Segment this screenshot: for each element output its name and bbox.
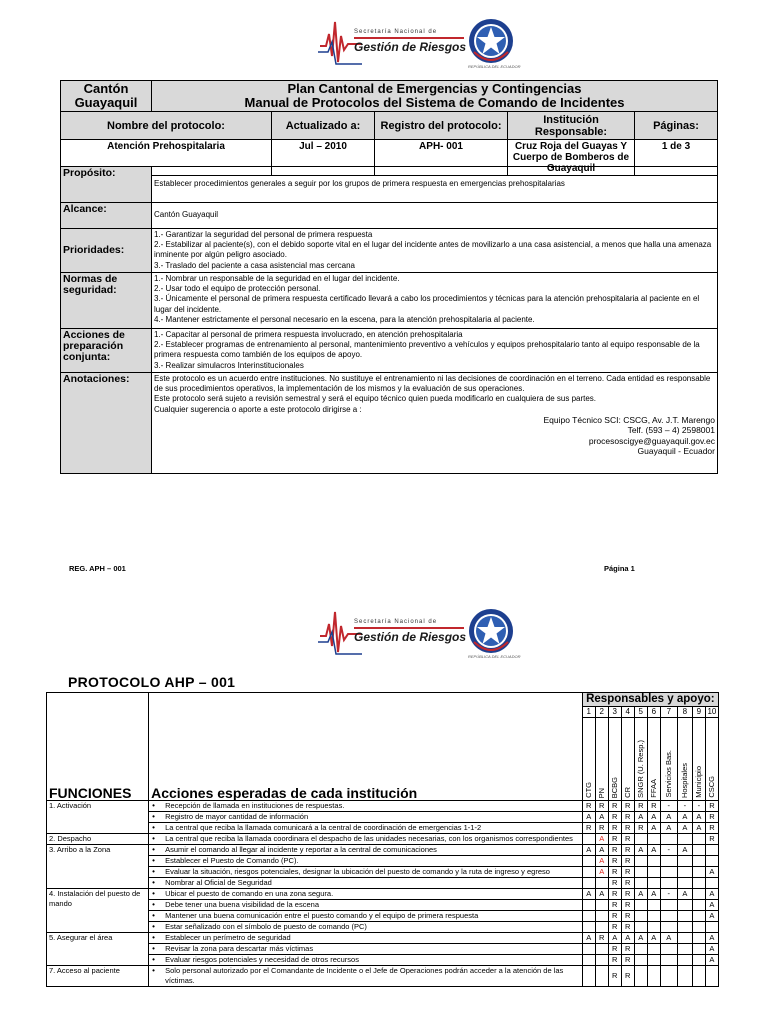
responsibility-cell — [647, 922, 660, 933]
responsibility-cell — [677, 867, 692, 878]
responsibility-cell: A — [677, 812, 692, 823]
function-cell: 4. Instalación del puesto de mando — [47, 889, 149, 933]
responsibility-cell — [660, 878, 677, 889]
section-label-anotaciones: Anotaciones: — [61, 373, 152, 474]
responsibility-cell — [677, 955, 692, 966]
anotacion-line: Este protocolo es un acuerdo entre instituciones. No sustituye el entrenamiento ni las decisiones de coordinación en el terreno. Cada entidad es responsable de sus procedimientos operativos, la implementación de los mismos y la evaluación de sus operaciones. — [154, 374, 711, 394]
responsibility-cell: A — [634, 889, 647, 900]
responsibility-cell — [595, 911, 608, 922]
responsibility-cell — [692, 900, 705, 911]
responsibility-cell: A — [634, 845, 647, 856]
protocol-sections-table — [60, 166, 718, 474]
responsibility-cell — [647, 878, 660, 889]
column-name-cell — [677, 718, 692, 801]
function-cell: 3. Arribo a la Zona — [47, 845, 149, 889]
responsibility-cell — [634, 944, 647, 955]
responsibility-cell — [634, 955, 647, 966]
responsibility-cell: - — [677, 801, 692, 812]
protocol-header-table — [60, 80, 718, 176]
section-body-anotaciones — [152, 373, 718, 474]
column-number: 8 — [677, 707, 692, 718]
value-registro: APH- 001 — [375, 140, 508, 176]
action-cell: • Establecer un perímetro de seguridad — [149, 933, 583, 944]
responsibility-cell: A — [647, 933, 660, 944]
responsibility-cell: A — [705, 900, 718, 911]
col-label-nombre: Nombre del protocolo: — [61, 112, 272, 140]
column-name: SNGR (U. Resp.) — [635, 740, 645, 798]
logo-rule — [354, 627, 464, 629]
norma-line: 3.- Únicamente el personal de primera respuesta certificado llevará a cabo los procedimientos y técnicas para la atención prehospitalaria al paciente en el lugar del incidente. — [154, 294, 700, 314]
responsibility-cell: A — [647, 812, 660, 823]
responsibility-cell: R — [582, 823, 595, 834]
responsibility-cell: R — [608, 834, 621, 845]
column-number: 10 — [705, 707, 718, 718]
plan-title-cell — [152, 81, 718, 112]
plan-title: Plan Cantonal de Emergencias y Contingencias — [287, 81, 582, 96]
header-responsables: Responsables y apoyo: — [582, 693, 718, 707]
responsibility-cell — [660, 856, 677, 867]
ecuador-seal-icon — [468, 608, 514, 654]
responsibility-cell: R — [621, 812, 634, 823]
column-name: CSCG — [706, 776, 716, 798]
table-row — [47, 966, 719, 987]
responsibility-cell — [634, 966, 647, 987]
responsibility-cell — [647, 856, 660, 867]
responsibility-cell: R — [705, 823, 718, 834]
column-number: 4 — [621, 707, 634, 718]
column-number: 7 — [660, 707, 677, 718]
contact-line: Guayaquil - Ecuador — [637, 446, 715, 457]
norma-line: 4.- Mantener estrictamente el personal necesario en la escena, para la atención prehospitalaria al paciente. — [154, 314, 535, 324]
column-name: PN — [596, 787, 606, 798]
responsibility-cell — [595, 966, 608, 987]
matrix-body — [47, 801, 719, 987]
column-name-cell — [660, 718, 677, 801]
value-institucion: Cruz Roja del Guayas Y Cuerpo de Bomberos de Guayaquil — [508, 140, 635, 176]
responsibility-cell — [677, 944, 692, 955]
col-label-paginas: Páginas: — [635, 112, 718, 140]
table-row — [47, 801, 719, 812]
column-number: 1 — [582, 707, 595, 718]
responsibility-cell: R — [621, 889, 634, 900]
responsibility-cell — [595, 900, 608, 911]
responsibility-cell: A — [595, 834, 608, 845]
responsibility-cell — [660, 966, 677, 987]
col-label-registro: Registro del protocolo: — [375, 112, 508, 140]
responsibility-cell — [692, 889, 705, 900]
column-name: CTG — [583, 782, 593, 798]
responsibility-cell — [677, 900, 692, 911]
responsibility-cell — [705, 845, 718, 856]
responsibility-cell — [660, 944, 677, 955]
responsibility-cell: R — [608, 944, 621, 955]
action-cell: • Recepción de llamada en instituciones de respuestas. — [149, 801, 583, 812]
footer-page: Página 1 — [604, 564, 635, 573]
action-cell: • Debe tener una buena visibilidad de la escena — [149, 900, 583, 911]
manual-title: Manual de Protocolos del Sistema de Comando de Incidentes — [244, 95, 625, 110]
responsibility-cell: R — [608, 955, 621, 966]
responsibility-cell: R — [705, 812, 718, 823]
responsibility-cell: R — [608, 966, 621, 987]
responsibility-cell — [692, 966, 705, 987]
responsibility-cell: A — [705, 911, 718, 922]
responsibility-cell — [647, 944, 660, 955]
column-name-cell — [647, 718, 660, 801]
function-cell: 2. Despacho — [47, 834, 149, 845]
responsibility-cell: A — [595, 812, 608, 823]
canton-label: Cantón Guayaquil — [61, 81, 152, 112]
column-name: BCBG — [609, 776, 619, 798]
column-name-cell — [595, 718, 608, 801]
responsibility-cell — [582, 900, 595, 911]
col-label-institucion: Institución Responsable: — [508, 112, 635, 140]
responsibility-cell — [582, 966, 595, 987]
column-number: 6 — [647, 707, 660, 718]
responsibility-cell: A — [647, 823, 660, 834]
section-body-alcance — [152, 203, 718, 229]
responsibility-cell — [582, 944, 595, 955]
responsibility-cell: R — [608, 856, 621, 867]
accion-line: 1.- Capacitar al personal de primera respuesta involucrado, en atención prehospitalaria — [154, 330, 463, 339]
responsibility-cell: R — [621, 823, 634, 834]
responsibility-cell: A — [582, 889, 595, 900]
responsibility-cell — [660, 911, 677, 922]
responsibility-cell: R — [621, 922, 634, 933]
responsibility-cell — [677, 922, 692, 933]
action-cell: • Evaluar riesgos potenciales y necesidad de otros recursos — [149, 955, 583, 966]
responsibility-cell — [634, 922, 647, 933]
column-number: 3 — [608, 707, 621, 718]
responsibility-cell: A — [660, 812, 677, 823]
responsibility-cell — [634, 867, 647, 878]
function-cell: 1. Activación — [47, 801, 149, 834]
accion-line: 3.- Realizar simulacros Interinstitucionales — [154, 360, 304, 370]
action-cell: • Revisar la zona para descartar más víctimas — [149, 944, 583, 955]
responsibility-cell — [595, 878, 608, 889]
logo-small-text: Secretaría Nacional de — [354, 619, 438, 625]
action-cell: • Registro de mayor cantidad de información — [149, 812, 583, 823]
action-cell: • Establecer el Puesto de Comando (PC). — [149, 856, 583, 867]
responsibility-cell — [647, 834, 660, 845]
responsibility-cell: R — [608, 801, 621, 812]
responsibility-cell: R — [634, 823, 647, 834]
column-name-cell — [582, 718, 595, 801]
column-number: 2 — [595, 707, 608, 718]
action-cell: • Solo personal autorizado por el Comandante de Incidente o el Jefe de Operaciones podrán acceder a la atención de las víctimas. — [149, 966, 583, 987]
responsibility-cell — [660, 922, 677, 933]
responsibility-cell: R — [621, 867, 634, 878]
responsibility-cell: A — [705, 889, 718, 900]
responsibility-cell: - — [660, 801, 677, 812]
responsibility-cell — [582, 856, 595, 867]
action-cell: • La central que reciba la llamada comunicará a la central de coordinación de emergencias 1-1-2 — [149, 823, 583, 834]
responsibility-cell: R — [621, 834, 634, 845]
section-label-normas: Normas de seguridad: — [61, 273, 152, 329]
responsibility-cell: R — [621, 966, 634, 987]
responsibility-cell — [705, 966, 718, 987]
responsibility-cell: A — [595, 867, 608, 878]
table-row — [47, 889, 719, 900]
responsibility-cell: A — [595, 889, 608, 900]
responsibility-cell: R — [621, 900, 634, 911]
section-body-normas — [152, 273, 718, 329]
responsibility-cell: A — [634, 933, 647, 944]
responsibility-cell: A — [621, 933, 634, 944]
responsibility-cell: R — [608, 922, 621, 933]
responsibility-cell: A — [647, 845, 660, 856]
responsibility-cell — [582, 878, 595, 889]
responsibility-cell — [647, 955, 660, 966]
column-name: CR — [622, 787, 632, 798]
proposito-text: Establecer procedimientos generales a seguir por los grupos de primera respuesta en emergencias prehospitalarias — [154, 179, 565, 189]
column-number: 5 — [634, 707, 647, 718]
responsibility-cell — [660, 900, 677, 911]
responsibility-cell — [582, 955, 595, 966]
responsibility-cell — [692, 922, 705, 933]
responsibility-cell: A — [692, 812, 705, 823]
responsibility-cell: A — [582, 845, 595, 856]
responsibility-cell — [647, 900, 660, 911]
action-cell: • Mantener una buena comunicación entre el puesto comando y el equipo de primera respuesta — [149, 911, 583, 922]
column-name: Municipio — [693, 766, 703, 798]
action-cell: • Estar señalizado con el símbolo de puesto de comando (PC) — [149, 922, 583, 933]
logo-big-text: Gestión de Riesgos — [354, 40, 467, 54]
table-row — [47, 845, 719, 856]
responsibility-cell — [660, 867, 677, 878]
responsibility-cell: R — [621, 944, 634, 955]
column-name: Servicios Bas. — [663, 750, 673, 798]
responsibility-cell: R — [608, 845, 621, 856]
function-cell: 7. Acceso al paciente — [47, 966, 149, 987]
responsibility-cell: R — [705, 834, 718, 845]
action-cell: • Ubicar el puesto de comando en una zona segura. — [149, 889, 583, 900]
action-cell: • Evaluar la situación, riesgos potenciales, designar la ubicación del puesto de comando y la ruta de ingreso y egreso — [149, 867, 583, 878]
responsibility-cell — [595, 955, 608, 966]
responsibility-cell — [595, 922, 608, 933]
value-nombre: Atención Prehospitalaria — [61, 140, 272, 176]
responsibility-cell: R — [621, 955, 634, 966]
responsibility-cell — [705, 878, 718, 889]
section-body-prioridades — [152, 229, 718, 273]
responsibility-cell: R — [608, 878, 621, 889]
responsibility-cell: R — [608, 823, 621, 834]
responsibility-cell: R — [705, 801, 718, 812]
responsibility-cell — [582, 911, 595, 922]
column-name-cell — [608, 718, 621, 801]
responsibility-cell: A — [582, 812, 595, 823]
seal-caption: REPÚBLICA DEL ECUADOR — [468, 64, 521, 69]
section-body-proposito — [152, 167, 718, 203]
column-name-cell — [621, 718, 634, 801]
column-name-cell — [634, 718, 647, 801]
column-name: FFAA — [648, 779, 658, 798]
responsibility-cell — [677, 856, 692, 867]
responsibility-cell: R — [608, 889, 621, 900]
action-cell: • La central que reciba la llamada coordinara el despacho de las unidades necesarias, con los organismos correspondientes — [149, 834, 583, 845]
responsibility-cell: - — [692, 801, 705, 812]
logo-big-text: Gestión de Riesgos — [354, 630, 467, 644]
column-name-cell — [692, 718, 705, 801]
responsibility-cell — [692, 878, 705, 889]
responsibility-cell — [634, 878, 647, 889]
alcance-text: Cantón Guayaquil — [154, 210, 219, 220]
responsibility-cell — [634, 900, 647, 911]
responsibility-cell: R — [608, 867, 621, 878]
responsibility-cell — [647, 966, 660, 987]
logo-rule — [354, 37, 464, 39]
responsibility-cell — [692, 911, 705, 922]
norma-line: 2.- Usar todo el equipo de protección personal. — [154, 284, 321, 294]
accion-line: 2.- Establecer programas de entrenamiento al personal, mantenimiento preventivo a vehículos y equipos prehospitalario tanto al equipo responsable de la primera respuesta como también de los equipos de apoyo. — [154, 340, 700, 360]
responsibility-cell — [677, 878, 692, 889]
responsibility-cell — [647, 867, 660, 878]
prioridad-line: 3.- Traslado del paciente a casa asistencial mas cercana — [154, 260, 355, 270]
responsibility-cell: R — [621, 878, 634, 889]
section-body-acciones — [152, 329, 718, 373]
footer-reg: REG. APH – 001 — [69, 564, 126, 573]
anotacion-line: Cualquier sugerencia o aporte a este protocolo dirigirse a : — [154, 404, 362, 414]
section-label-alcance: Alcance: — [61, 203, 152, 229]
header-acciones: Acciones esperadas de cada institución — [149, 693, 583, 801]
responsibility-cell — [582, 922, 595, 933]
sngr-logo-bottom — [318, 606, 538, 662]
action-cell: • Asumir el comando al llegar al incidente y reportar a la central de comunicaciones — [149, 845, 583, 856]
responsibility-cell: A — [705, 944, 718, 955]
responsibility-cell: A — [647, 889, 660, 900]
protocol-title: PROTOCOLO AHP – 001 — [68, 674, 236, 690]
responsibility-cell: R — [621, 911, 634, 922]
section-label-proposito: Propósito: — [61, 167, 152, 203]
contact-line: Equipo Técnico SCI: CSCG, Av. J.T. Marengo — [543, 414, 715, 425]
ecuador-seal-icon — [468, 18, 514, 64]
responsibility-cell: R — [608, 911, 621, 922]
responsibility-cell: R — [621, 845, 634, 856]
prioridad-line: 2.- Estabilizar al paciente(s), con el debido soporte vital en el lugar del incidente antes de movilizarlo a una casa asistencial, a menos que halla una amenaza inminente por algún peligro asociado. — [154, 240, 712, 260]
responsibility-cell: A — [595, 845, 608, 856]
responsibility-cell — [582, 834, 595, 845]
responsibility-cell: R — [621, 856, 634, 867]
header-funciones: FUNCIONES — [47, 693, 149, 801]
responsibility-cell: R — [595, 933, 608, 944]
seal-caption: REPÚBLICA DEL ECUADOR — [468, 654, 521, 659]
responsibility-cell — [692, 933, 705, 944]
responsibility-cell: A — [677, 889, 692, 900]
anotacion-line: Este protocolo será sujeto a revisión semestral y será el equipo técnico quien pueda modificarlo en cualquiera de sus partes. — [154, 394, 597, 404]
responsibility-cell: A — [608, 933, 621, 944]
responsibility-cell — [677, 911, 692, 922]
responsibility-cell — [677, 933, 692, 944]
responsibility-cell: A — [677, 845, 692, 856]
responsibility-cell — [705, 856, 718, 867]
responsibility-cell: R — [595, 823, 608, 834]
responsibility-cell: R — [647, 801, 660, 812]
responsibility-cell: A — [595, 856, 608, 867]
value-paginas: 1 de 3 — [635, 140, 718, 176]
responsibility-cell: A — [705, 867, 718, 878]
responsibility-cell: R — [582, 801, 595, 812]
section-label-prioridades: Prioridades: — [61, 229, 152, 273]
responsibility-cell — [692, 856, 705, 867]
responsibility-cell: R — [634, 801, 647, 812]
responsibility-cell — [660, 955, 677, 966]
responsibility-cell: R — [608, 812, 621, 823]
section-label-acciones: Acciones de preparación conjunta: — [61, 329, 152, 373]
sngr-logo-top — [318, 16, 538, 72]
responsibility-cell: A — [677, 823, 692, 834]
function-cell: 5. Asegurar el área — [47, 933, 149, 966]
responsibility-cell — [634, 856, 647, 867]
table-row — [47, 933, 719, 944]
responsibility-cell — [647, 911, 660, 922]
logo-small-text: Secretaría Nacional de — [354, 29, 438, 35]
responsibility-cell — [634, 911, 647, 922]
value-actualizado: Jul – 2010 — [272, 140, 375, 176]
responsibility-cell — [595, 944, 608, 955]
responsibility-cell — [692, 955, 705, 966]
responsibility-cell: A — [660, 933, 677, 944]
col-label-actualizado: Actualizado a: — [272, 112, 375, 140]
column-number: 9 — [692, 707, 705, 718]
responsibility-cell: A — [705, 933, 718, 944]
responsibility-cell: R — [621, 801, 634, 812]
column-name: Hospitales — [679, 762, 689, 798]
column-name-cell — [705, 718, 718, 801]
contact-email[interactable]: procesoscigye@guayaquil.gov.ec — [588, 435, 715, 446]
responsibility-cell: R — [608, 900, 621, 911]
responsibility-cell: A — [705, 955, 718, 966]
responsibility-cell — [634, 834, 647, 845]
responsibility-cell: A — [692, 823, 705, 834]
responsibility-cell — [692, 944, 705, 955]
responsibility-cell: A — [582, 933, 595, 944]
responsibility-cell: A — [660, 823, 677, 834]
responsibility-cell — [660, 834, 677, 845]
responsibility-cell — [692, 834, 705, 845]
contact-line: Telf. (593 – 4) 2598001 — [627, 425, 715, 436]
responsibility-cell — [692, 845, 705, 856]
responsibility-cell: A — [634, 812, 647, 823]
responsibility-cell — [582, 867, 595, 878]
prioridad-line: 1.- Garantizar la seguridad del personal de primera respuesta — [154, 230, 373, 239]
table-row — [47, 834, 719, 845]
responsibility-matrix — [46, 692, 719, 987]
responsibility-cell: R — [595, 801, 608, 812]
norma-line: 1.- Nombrar un responsable de la seguridad en el lugar del incidente. — [154, 274, 400, 283]
responsibility-cell — [692, 867, 705, 878]
responsibility-cell — [677, 966, 692, 987]
responsibility-cell — [677, 834, 692, 845]
responsibility-cell: - — [660, 845, 677, 856]
action-cell: • Nombrar al Oficial de Seguridad — [149, 878, 583, 889]
responsibility-cell: - — [660, 889, 677, 900]
responsibility-cell — [705, 922, 718, 933]
